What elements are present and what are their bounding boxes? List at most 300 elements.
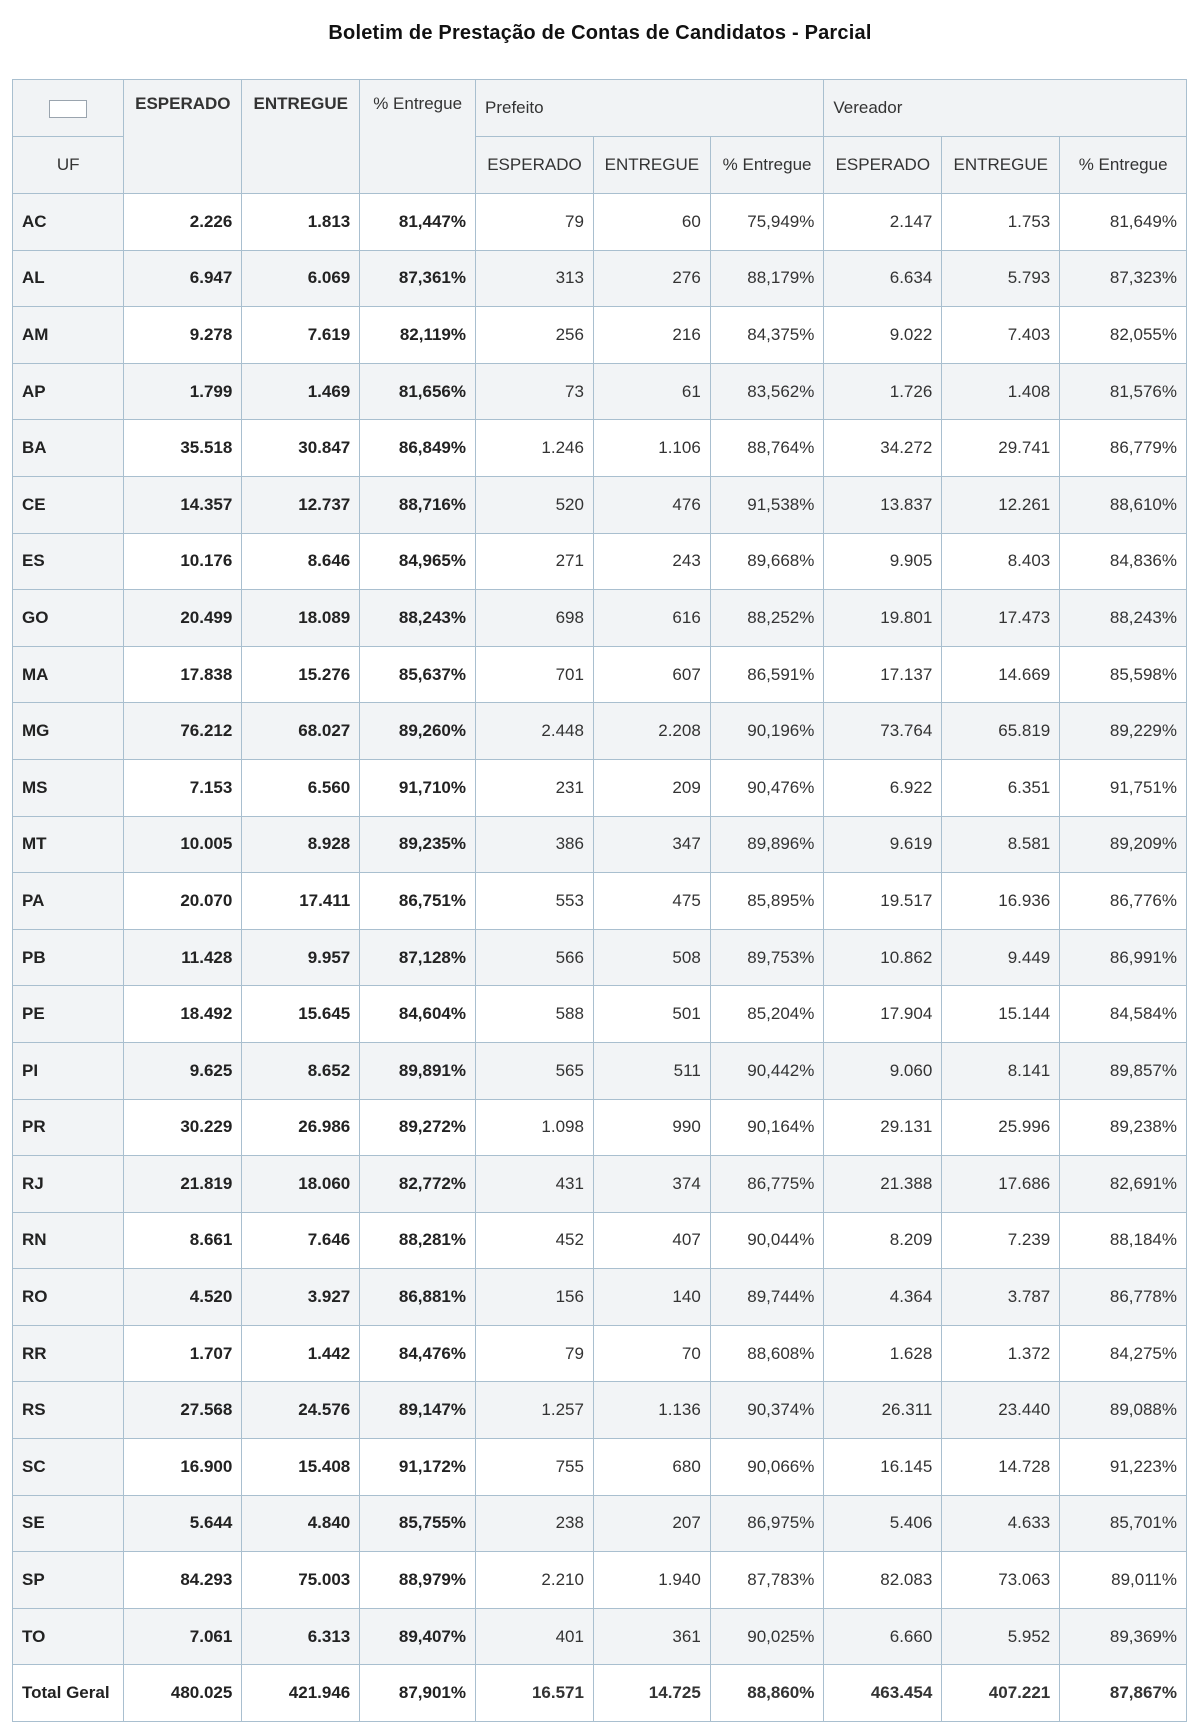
cell-prefeito-esperado: 79 [476, 194, 594, 251]
cell-vereador-pct: 81,576% [1060, 363, 1187, 420]
cell-prefeito-entregue: 140 [593, 1269, 710, 1326]
cell-uf: PB [13, 929, 124, 986]
cell-uf: RN [13, 1212, 124, 1269]
cell-pct-entregue: 89,260% [360, 703, 476, 760]
total-row [13, 1665, 1187, 1722]
cell-vereador-entregue: 9.449 [942, 929, 1060, 986]
cell-esperado: 84.293 [124, 1552, 242, 1609]
cell-vereador-entregue: 8.403 [942, 533, 1060, 590]
cell-entregue: 15.408 [242, 1439, 360, 1496]
cell-pct-entregue: 88,979% [360, 1552, 476, 1609]
table-row [13, 929, 1187, 986]
cell-entregue: 8.928 [242, 816, 360, 873]
col-header-vereador-entregue[interactable]: ENTREGUE [942, 137, 1060, 194]
table-row [13, 194, 1187, 251]
cell-prefeito-entregue: 680 [593, 1439, 710, 1496]
col-header-prefeito-esperado[interactable]: ESPERADO [476, 137, 594, 194]
cell-pct-entregue: 91,172% [360, 1439, 476, 1496]
cell-uf: AM [13, 307, 124, 364]
cell-prefeito-entregue: 476 [593, 476, 710, 533]
cell-uf: GO [13, 590, 124, 647]
cell-vereador-pct: 86,991% [1060, 929, 1187, 986]
cell-prefeito-pct: 90,196% [710, 703, 824, 760]
cell-esperado: 8.661 [124, 1212, 242, 1269]
cell-esperado: 1.707 [124, 1325, 242, 1382]
cell-uf: AC [13, 194, 124, 251]
cell-entregue: 7.646 [242, 1212, 360, 1269]
cell-vereador-entregue: 25.996 [942, 1099, 1060, 1156]
cell-esperado: 27.568 [124, 1382, 242, 1439]
cell-prefeito-pct: 88,179% [710, 250, 824, 307]
cell-prefeito-esperado: 565 [476, 1042, 594, 1099]
cell-prefeito-esperado: 1.246 [476, 420, 594, 477]
cell-prefeito-pct: 85,895% [710, 873, 824, 930]
cell-prefeito-esperado: 238 [476, 1495, 594, 1552]
cell-vereador-esperado: 16.145 [824, 1439, 942, 1496]
cell-pct-entregue: 89,272% [360, 1099, 476, 1156]
cell-pct-entregue: 85,637% [360, 646, 476, 703]
cell-prefeito-pct: 84,375% [710, 307, 824, 364]
cell-pct-entregue: 87,361% [360, 250, 476, 307]
cell-prefeito-entregue: 243 [593, 533, 710, 590]
cell-prefeito-entregue: 475 [593, 873, 710, 930]
cell-vereador-esperado: 6.634 [824, 250, 942, 307]
cell-entregue: 75.003 [242, 1552, 360, 1609]
cell-vereador-pct: 89,238% [1060, 1099, 1187, 1156]
cell-vereador-entregue: 17.686 [942, 1156, 1060, 1213]
cell-esperado: 17.838 [124, 646, 242, 703]
cell-vereador-pct: 89,209% [1060, 816, 1187, 873]
cell-vereador-pct: 86,778% [1060, 1269, 1187, 1326]
cell-pct-entregue: 82,772% [360, 1156, 476, 1213]
cell-entregue: 6.069 [242, 250, 360, 307]
cell-prefeito-entregue: 347 [593, 816, 710, 873]
cell-vereador-pct: 86,779% [1060, 420, 1187, 477]
cell-vereador-esperado: 17.904 [824, 986, 942, 1043]
cell-esperado: 14.357 [124, 476, 242, 533]
cell-uf: PI [13, 1042, 124, 1099]
cell-vereador-esperado: 9.022 [824, 307, 942, 364]
group-header-prefeito: Prefeito [476, 80, 824, 137]
cell-vereador-pct: 88,184% [1060, 1212, 1187, 1269]
cell-entregue: 12.737 [242, 476, 360, 533]
cell-entregue: 68.027 [242, 703, 360, 760]
cell-uf: PE [13, 986, 124, 1043]
cell-prefeito-esperado: 1.257 [476, 1382, 594, 1439]
cell-prefeito-esperado: 553 [476, 873, 594, 930]
cell-vereador-esperado: 463.454 [824, 1665, 942, 1722]
cell-uf: PR [13, 1099, 124, 1156]
cell-vereador-esperado: 6.660 [824, 1608, 942, 1665]
cell-pct-entregue: 81,656% [360, 363, 476, 420]
cell-prefeito-pct: 85,204% [710, 986, 824, 1043]
cell-vereador-esperado: 1.628 [824, 1325, 942, 1382]
cell-entregue: 24.576 [242, 1382, 360, 1439]
cell-vereador-entregue: 4.633 [942, 1495, 1060, 1552]
cell-vereador-esperado: 10.862 [824, 929, 942, 986]
cell-entregue: 1.469 [242, 363, 360, 420]
cell-vereador-entregue: 12.261 [942, 476, 1060, 533]
cell-vereador-esperado: 9.905 [824, 533, 942, 590]
cell-entregue: 18.060 [242, 1156, 360, 1213]
cell-prefeito-esperado: 452 [476, 1212, 594, 1269]
cell-vereador-entregue: 65.819 [942, 703, 1060, 760]
table-row [13, 307, 1187, 364]
cell-pct-entregue: 88,716% [360, 476, 476, 533]
col-header-prefeito-pct[interactable]: % Entregue [710, 137, 824, 194]
cell-entregue: 8.652 [242, 1042, 360, 1099]
cell-pct-entregue: 82,119% [360, 307, 476, 364]
cell-vereador-pct: 82,055% [1060, 307, 1187, 364]
cell-prefeito-pct: 90,066% [710, 1439, 824, 1496]
cell-esperado: 7.061 [124, 1608, 242, 1665]
cell-vereador-pct: 86,776% [1060, 873, 1187, 930]
cell-vereador-esperado: 8.209 [824, 1212, 942, 1269]
cell-vereador-esperado: 34.272 [824, 420, 942, 477]
table-row [13, 1608, 1187, 1665]
table-row [13, 590, 1187, 647]
cell-pct-entregue: 85,755% [360, 1495, 476, 1552]
cell-esperado: 480.025 [124, 1665, 242, 1722]
cell-uf: Total Geral [13, 1665, 124, 1722]
cell-prefeito-pct: 83,562% [710, 363, 824, 420]
cell-pct-entregue: 81,447% [360, 194, 476, 251]
cell-uf: ES [13, 533, 124, 590]
cell-vereador-esperado: 29.131 [824, 1099, 942, 1156]
cell-esperado: 21.819 [124, 1156, 242, 1213]
cell-esperado: 9.278 [124, 307, 242, 364]
table-row [13, 1269, 1187, 1326]
cell-uf: MG [13, 703, 124, 760]
cell-vereador-pct: 88,243% [1060, 590, 1187, 647]
cell-uf: MT [13, 816, 124, 873]
cell-prefeito-esperado: 386 [476, 816, 594, 873]
col-header-esperado[interactable]: ESPERADO [124, 80, 242, 194]
cell-vereador-esperado: 19.517 [824, 873, 942, 930]
cell-vereador-esperado: 21.388 [824, 1156, 942, 1213]
cell-prefeito-esperado: 2.210 [476, 1552, 594, 1609]
cell-uf: SC [13, 1439, 124, 1496]
cell-prefeito-entregue: 407 [593, 1212, 710, 1269]
cell-vereador-pct: 82,691% [1060, 1156, 1187, 1213]
table-row [13, 1212, 1187, 1269]
cell-uf: RR [13, 1325, 124, 1382]
cell-pct-entregue: 89,891% [360, 1042, 476, 1099]
report-title: Boletim de Prestação de Contas de Candidatos - Parcial [328, 22, 872, 44]
cell-pct-entregue: 86,849% [360, 420, 476, 477]
cell-esperado: 20.499 [124, 590, 242, 647]
cell-vereador-entregue: 5.793 [942, 250, 1060, 307]
table-row [13, 1495, 1187, 1552]
cell-prefeito-esperado: 401 [476, 1608, 594, 1665]
cell-vereador-entregue: 15.144 [942, 986, 1060, 1043]
table-row [13, 873, 1187, 930]
cell-uf: AP [13, 363, 124, 420]
cell-prefeito-entregue: 216 [593, 307, 710, 364]
group-header-vereador: Vereador [824, 80, 1187, 137]
cell-vereador-pct: 91,751% [1060, 759, 1187, 816]
cell-vereador-esperado: 13.837 [824, 476, 942, 533]
cell-prefeito-pct: 87,783% [710, 1552, 824, 1609]
cell-prefeito-pct: 90,374% [710, 1382, 824, 1439]
cell-esperado: 9.625 [124, 1042, 242, 1099]
cell-pct-entregue: 86,751% [360, 873, 476, 930]
cell-uf: MA [13, 646, 124, 703]
cell-prefeito-pct: 89,668% [710, 533, 824, 590]
cell-vereador-pct: 89,011% [1060, 1552, 1187, 1609]
cell-vereador-entregue: 14.669 [942, 646, 1060, 703]
cell-entregue: 6.313 [242, 1608, 360, 1665]
cell-prefeito-pct: 89,744% [710, 1269, 824, 1326]
table-row [13, 533, 1187, 590]
cell-esperado: 1.799 [124, 363, 242, 420]
cell-prefeito-esperado: 566 [476, 929, 594, 986]
cell-prefeito-pct: 88,764% [710, 420, 824, 477]
cell-vereador-pct: 81,649% [1060, 194, 1187, 251]
cell-vereador-esperado: 26.311 [824, 1382, 942, 1439]
cell-prefeito-pct: 88,252% [710, 590, 824, 647]
cell-vereador-entregue: 407.221 [942, 1665, 1060, 1722]
cell-prefeito-esperado: 1.098 [476, 1099, 594, 1156]
cell-prefeito-pct: 75,949% [710, 194, 824, 251]
cell-prefeito-entregue: 1.940 [593, 1552, 710, 1609]
cell-vereador-pct: 89,369% [1060, 1608, 1187, 1665]
cell-prefeito-esperado: 431 [476, 1156, 594, 1213]
cell-esperado: 10.176 [124, 533, 242, 590]
cell-esperado: 30.229 [124, 1099, 242, 1156]
cell-uf: SE [13, 1495, 124, 1552]
cell-prefeito-entregue: 374 [593, 1156, 710, 1213]
col-header-vereador-esperado[interactable]: ESPERADO [824, 137, 942, 194]
cell-entregue: 30.847 [242, 420, 360, 477]
cell-vereador-esperado: 5.406 [824, 1495, 942, 1552]
cell-esperado: 20.070 [124, 873, 242, 930]
cell-uf: MS [13, 759, 124, 816]
cell-pct-entregue: 91,710% [360, 759, 476, 816]
cell-prefeito-esperado: 755 [476, 1439, 594, 1496]
filter-cell [13, 80, 124, 137]
cell-prefeito-entregue: 1.136 [593, 1382, 710, 1439]
cell-uf: PA [13, 873, 124, 930]
cell-prefeito-esperado: 313 [476, 250, 594, 307]
cell-pct-entregue: 86,881% [360, 1269, 476, 1326]
cell-vereador-pct: 89,229% [1060, 703, 1187, 760]
filter-input[interactable] [49, 100, 87, 118]
cell-prefeito-esperado: 16.571 [476, 1665, 594, 1722]
cell-prefeito-entregue: 361 [593, 1608, 710, 1665]
cell-esperado: 10.005 [124, 816, 242, 873]
table-row [13, 1439, 1187, 1496]
cell-pct-entregue: 89,147% [360, 1382, 476, 1439]
cell-vereador-esperado: 19.801 [824, 590, 942, 647]
cell-prefeito-entregue: 207 [593, 1495, 710, 1552]
cell-entregue: 421.946 [242, 1665, 360, 1722]
cell-vereador-pct: 89,088% [1060, 1382, 1187, 1439]
cell-prefeito-esperado: 271 [476, 533, 594, 590]
cell-prefeito-pct: 89,896% [710, 816, 824, 873]
cell-vereador-entregue: 1.372 [942, 1325, 1060, 1382]
cell-prefeito-entregue: 508 [593, 929, 710, 986]
table-row [13, 420, 1187, 477]
table-body [13, 194, 1187, 1722]
cell-entregue: 3.927 [242, 1269, 360, 1326]
cell-prefeito-entregue: 209 [593, 759, 710, 816]
cell-vereador-esperado: 82.083 [824, 1552, 942, 1609]
col-header-uf[interactable]: UF [13, 137, 124, 194]
cell-vereador-entregue: 73.063 [942, 1552, 1060, 1609]
cell-uf: CE [13, 476, 124, 533]
cell-prefeito-pct: 86,975% [710, 1495, 824, 1552]
cell-entregue: 1.442 [242, 1325, 360, 1382]
table-row [13, 1099, 1187, 1156]
cell-pct-entregue: 89,407% [360, 1608, 476, 1665]
cell-vereador-esperado: 9.060 [824, 1042, 942, 1099]
cell-pct-entregue: 84,604% [360, 986, 476, 1043]
cell-prefeito-entregue: 60 [593, 194, 710, 251]
table-row [13, 1156, 1187, 1213]
cell-pct-entregue: 88,243% [360, 590, 476, 647]
cell-pct-entregue: 88,281% [360, 1212, 476, 1269]
cell-vereador-pct: 89,857% [1060, 1042, 1187, 1099]
cell-entregue: 18.089 [242, 590, 360, 647]
cell-prefeito-entregue: 990 [593, 1099, 710, 1156]
cell-prefeito-esperado: 520 [476, 476, 594, 533]
table-row [13, 986, 1187, 1043]
cell-esperado: 11.428 [124, 929, 242, 986]
cell-esperado: 35.518 [124, 420, 242, 477]
cell-prefeito-pct: 90,044% [710, 1212, 824, 1269]
cell-vereador-entregue: 7.239 [942, 1212, 1060, 1269]
cell-vereador-pct: 84,836% [1060, 533, 1187, 590]
cell-prefeito-entregue: 607 [593, 646, 710, 703]
accountability-table [12, 79, 1187, 1722]
cell-prefeito-esperado: 698 [476, 590, 594, 647]
cell-vereador-esperado: 4.364 [824, 1269, 942, 1326]
cell-prefeito-entregue: 2.208 [593, 703, 710, 760]
cell-vereador-entregue: 23.440 [942, 1382, 1060, 1439]
cell-prefeito-pct: 90,476% [710, 759, 824, 816]
cell-prefeito-pct: 86,591% [710, 646, 824, 703]
cell-entregue: 26.986 [242, 1099, 360, 1156]
cell-vereador-pct: 84,584% [1060, 986, 1187, 1043]
cell-prefeito-esperado: 156 [476, 1269, 594, 1326]
col-header-vereador-pct[interactable]: % Entregue [1060, 137, 1187, 194]
cell-pct-entregue: 84,965% [360, 533, 476, 590]
cell-pct-entregue: 87,128% [360, 929, 476, 986]
table-row [13, 1325, 1187, 1382]
cell-prefeito-esperado: 588 [476, 986, 594, 1043]
cell-vereador-entregue: 8.141 [942, 1042, 1060, 1099]
cell-prefeito-entregue: 1.106 [593, 420, 710, 477]
cell-entregue: 6.560 [242, 759, 360, 816]
cell-prefeito-esperado: 256 [476, 307, 594, 364]
cell-prefeito-esperado: 2.448 [476, 703, 594, 760]
cell-vereador-pct: 88,610% [1060, 476, 1187, 533]
cell-pct-entregue: 84,476% [360, 1325, 476, 1382]
cell-uf: TO [13, 1608, 124, 1665]
cell-vereador-esperado: 73.764 [824, 703, 942, 760]
cell-vereador-entregue: 6.351 [942, 759, 1060, 816]
col-header-pct-entregue[interactable]: % Entregue [360, 80, 476, 194]
cell-vereador-esperado: 17.137 [824, 646, 942, 703]
cell-prefeito-entregue: 511 [593, 1042, 710, 1099]
table-row [13, 250, 1187, 307]
cell-entregue: 9.957 [242, 929, 360, 986]
cell-vereador-entregue: 1.408 [942, 363, 1060, 420]
table-row [13, 816, 1187, 873]
table-row [13, 703, 1187, 760]
cell-prefeito-esperado: 231 [476, 759, 594, 816]
cell-prefeito-entregue: 70 [593, 1325, 710, 1382]
cell-esperado: 7.153 [124, 759, 242, 816]
cell-entregue: 8.646 [242, 533, 360, 590]
cell-vereador-pct: 85,701% [1060, 1495, 1187, 1552]
cell-vereador-pct: 84,275% [1060, 1325, 1187, 1382]
cell-vereador-entregue: 8.581 [942, 816, 1060, 873]
table-row [13, 1042, 1187, 1099]
cell-prefeito-pct: 86,775% [710, 1156, 824, 1213]
cell-vereador-esperado: 2.147 [824, 194, 942, 251]
cell-vereador-entregue: 17.473 [942, 590, 1060, 647]
cell-uf: RS [13, 1382, 124, 1439]
cell-uf: RO [13, 1269, 124, 1326]
cell-vereador-entregue: 3.787 [942, 1269, 1060, 1326]
cell-prefeito-pct: 90,442% [710, 1042, 824, 1099]
col-header-prefeito-entregue[interactable]: ENTREGUE [593, 137, 710, 194]
cell-esperado: 2.226 [124, 194, 242, 251]
cell-vereador-entregue: 1.753 [942, 194, 1060, 251]
cell-entregue: 15.276 [242, 646, 360, 703]
cell-vereador-pct: 87,323% [1060, 250, 1187, 307]
cell-prefeito-esperado: 79 [476, 1325, 594, 1382]
cell-pct-entregue: 87,901% [360, 1665, 476, 1722]
cell-esperado: 18.492 [124, 986, 242, 1043]
cell-prefeito-entregue: 501 [593, 986, 710, 1043]
table-row [13, 1382, 1187, 1439]
cell-prefeito-entregue: 616 [593, 590, 710, 647]
cell-entregue: 1.813 [242, 194, 360, 251]
cell-uf: BA [13, 420, 124, 477]
cell-vereador-esperado: 6.922 [824, 759, 942, 816]
cell-esperado: 4.520 [124, 1269, 242, 1326]
table-row [13, 363, 1187, 420]
cell-esperado: 5.644 [124, 1495, 242, 1552]
table-row [13, 1552, 1187, 1609]
cell-vereador-entregue: 16.936 [942, 873, 1060, 930]
cell-uf: SP [13, 1552, 124, 1609]
cell-vereador-entregue: 29.741 [942, 420, 1060, 477]
header-row-top [13, 80, 1187, 137]
table-row [13, 646, 1187, 703]
cell-uf: AL [13, 250, 124, 307]
cell-prefeito-esperado: 73 [476, 363, 594, 420]
cell-prefeito-pct: 90,164% [710, 1099, 824, 1156]
cell-prefeito-pct: 88,860% [710, 1665, 824, 1722]
cell-entregue: 7.619 [242, 307, 360, 364]
cell-vereador-esperado: 9.619 [824, 816, 942, 873]
cell-vereador-pct: 87,867% [1060, 1665, 1187, 1722]
cell-prefeito-esperado: 701 [476, 646, 594, 703]
table-row [13, 759, 1187, 816]
cell-esperado: 76.212 [124, 703, 242, 760]
cell-vereador-entregue: 14.728 [942, 1439, 1060, 1496]
col-header-entregue[interactable]: ENTREGUE [242, 80, 360, 194]
cell-vereador-esperado: 1.726 [824, 363, 942, 420]
cell-pct-entregue: 89,235% [360, 816, 476, 873]
cell-entregue: 17.411 [242, 873, 360, 930]
cell-uf: RJ [13, 1156, 124, 1213]
cell-prefeito-pct: 89,753% [710, 929, 824, 986]
